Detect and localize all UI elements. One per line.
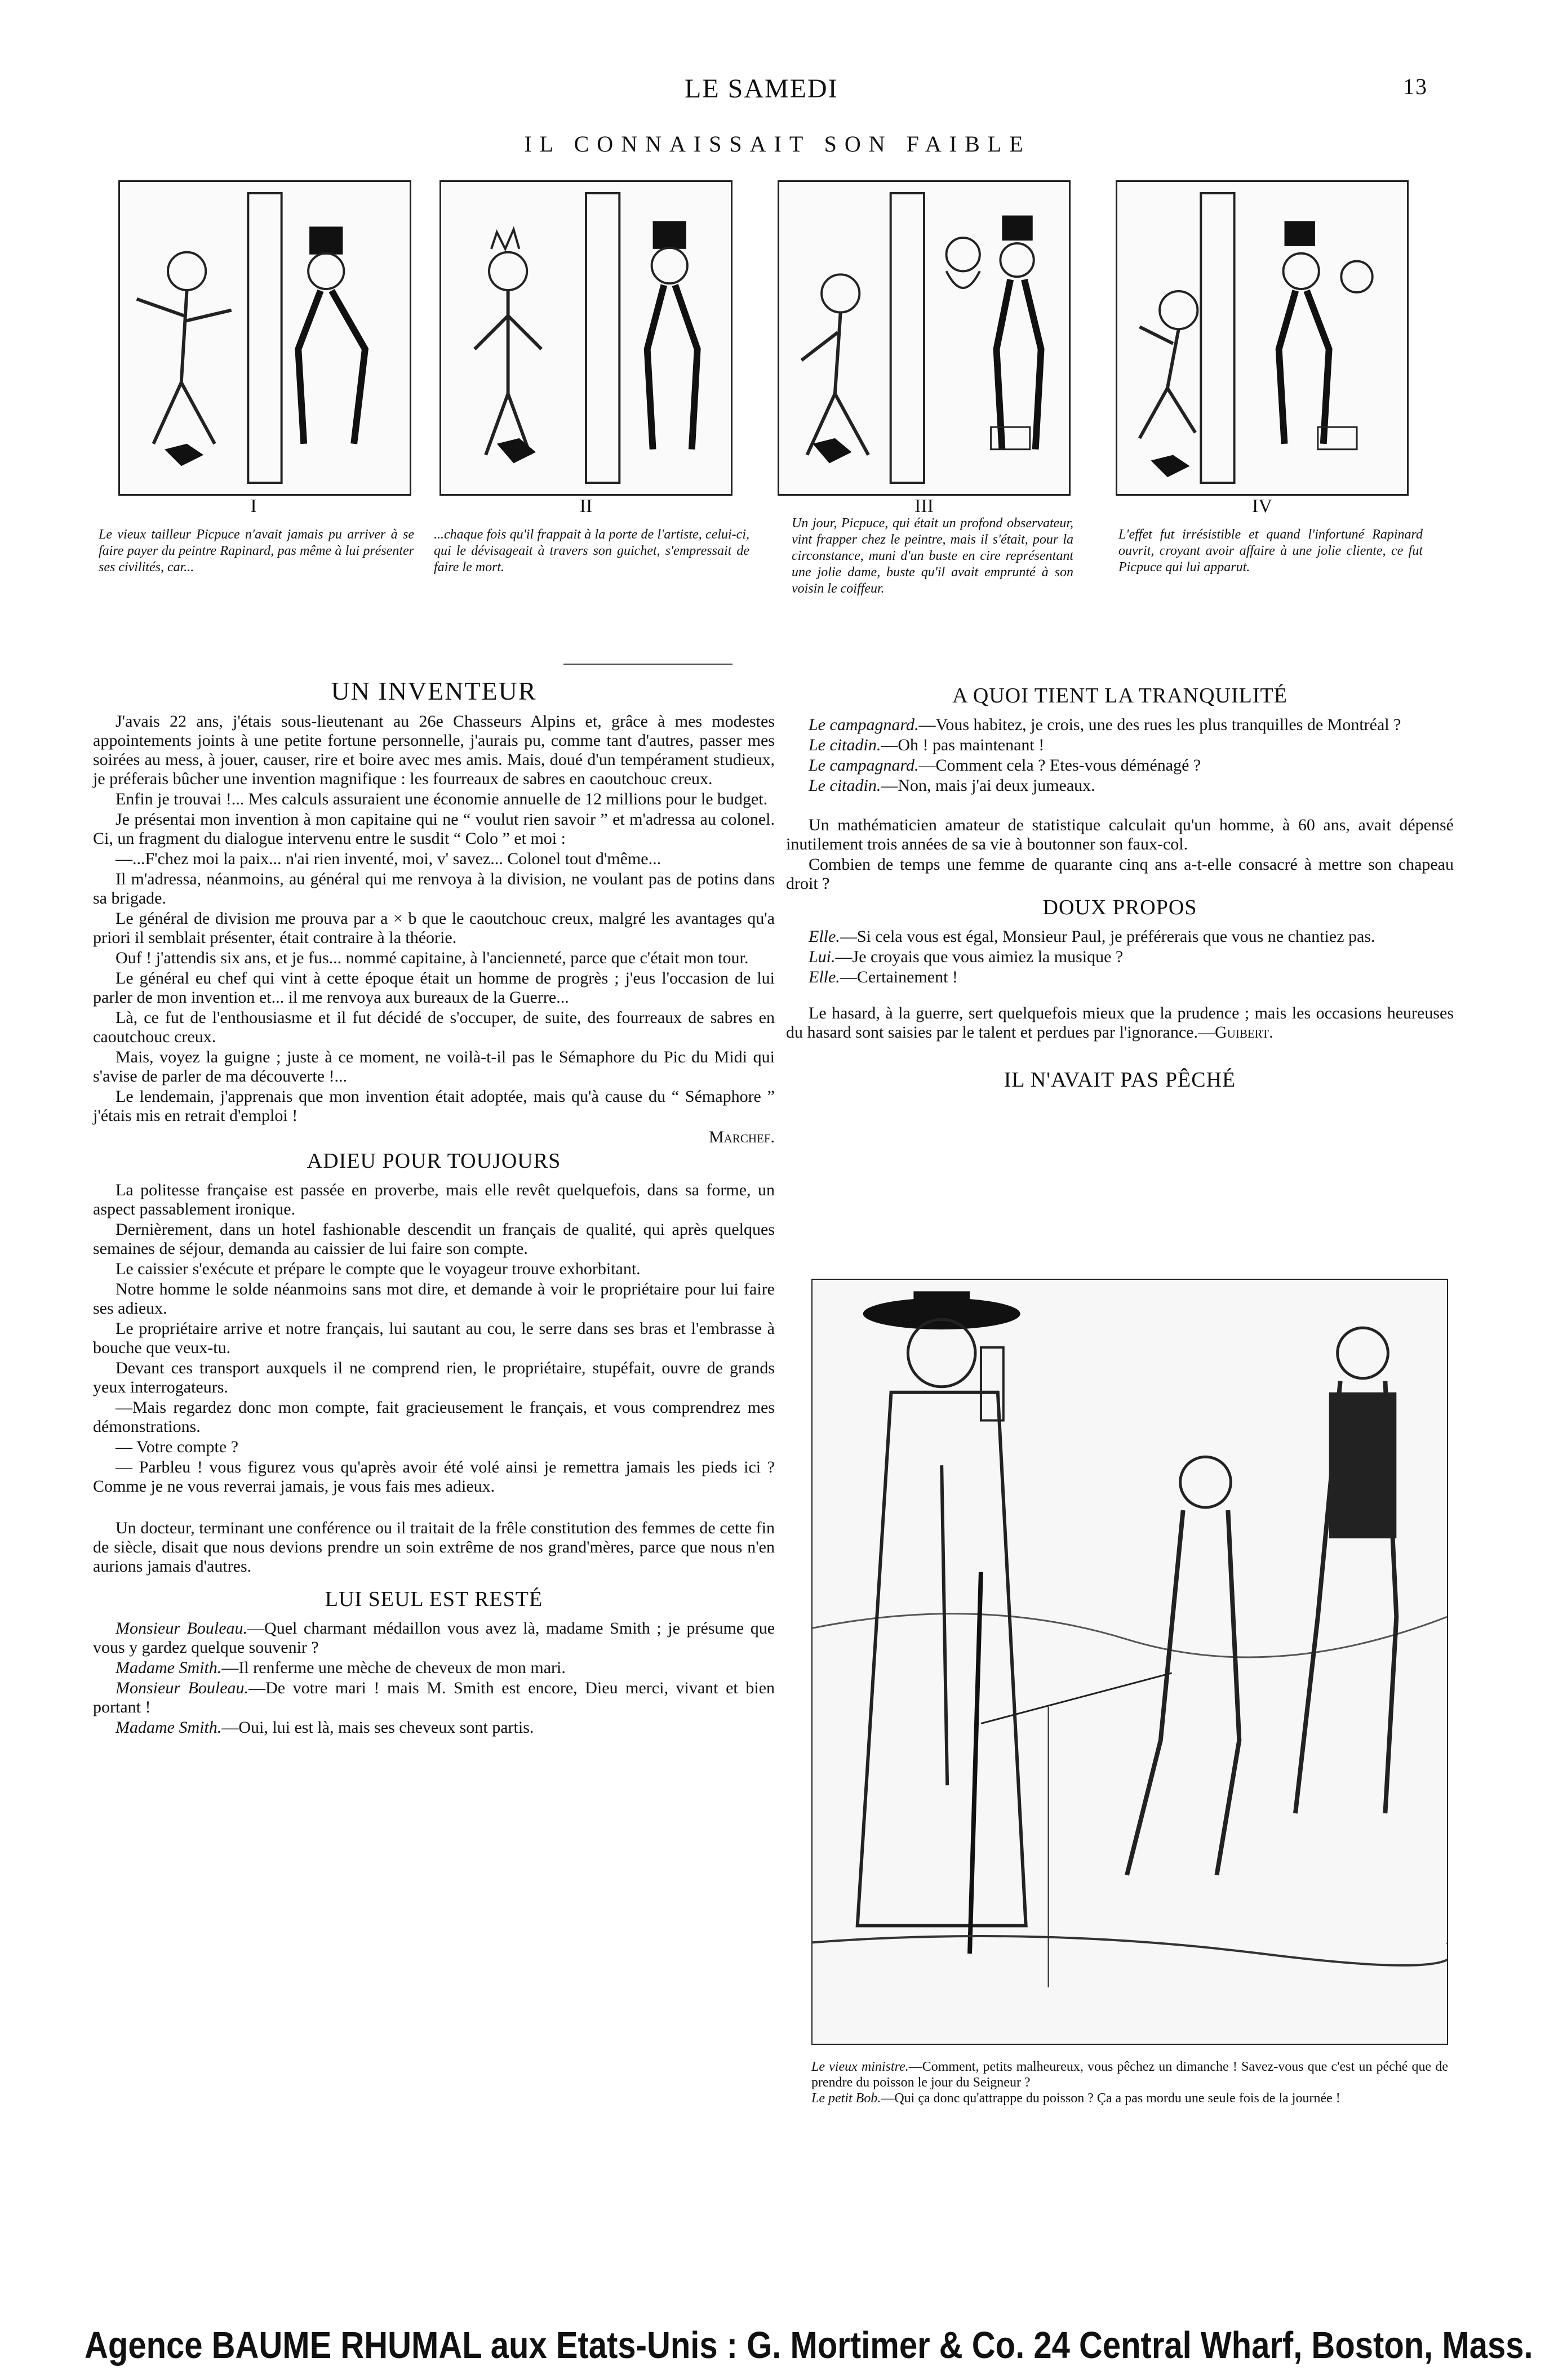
line-text: —Oui, lui est là, mais ses cheveux sont partis. (221, 1718, 534, 1737)
paragraph: Le lendemain, j'apprenais que mon invention était adoptée, mais qu'à cause du “ Sémaphore ” j'étais mis en retrait d'emploi ! (93, 1087, 775, 1125)
fishing-illustration-drawing (813, 1280, 1447, 2044)
line-text: —Comment cela ? Etes-vous déménagé ? (918, 756, 1201, 775)
speaker: Monsieur Bouleau. (116, 1619, 248, 1638)
dialogue-line (786, 776, 1454, 795)
paragraph: Combien de temps une femme de quarante cinq ans a-t-elle consacré à mettre son chapeau droit ? (786, 855, 1454, 893)
paragraph: Il m'adressa, néanmoins, au général qui me renvoya à la division, ne voulant pas de potins dans sa brigade. (93, 870, 775, 907)
article-title-doux-propos: DOUX PROPOS (1042, 896, 1197, 919)
line-text: —Certainement ! (840, 968, 958, 986)
line-text: —Oh ! pas maintenant ! (881, 736, 1045, 754)
newspaper-title: LE SAMEDI (685, 74, 838, 104)
speaker: Madame Smith. (116, 1658, 222, 1677)
line-text: —Il renferme une mèche de cheveux de mon mari. (221, 1658, 566, 1677)
paragraph: Le général eu chef qui vint à cette époque était un homme de progrès ; j'eus l'occasion de lui parler de mon invention et... il me renvoya aux bureaux de la Guerre... (93, 969, 775, 1007)
illustration-caption (811, 2059, 1448, 2106)
comic-panel-3-drawing (779, 182, 1069, 494)
paragraph: Le caissier s'exécute et prépare le compte que le voyageur trouve exhorbitant. (116, 1260, 641, 1278)
speaker: Le campagnard. (809, 756, 919, 775)
panel-number-1: I (250, 496, 257, 517)
comic-panel-1 (118, 180, 411, 496)
panel-caption-4: L'effet fut irrésistible et quand l'infortuné Rapinard ouvrit, croyant avoir affaire à une jolie cliente, ce fut Picpuce qui lui apparut. (1118, 527, 1423, 575)
paragraph: Enfin je trouvai !... Mes calculs assuraient une économie annuelle de 12 millions pour le budget. (116, 790, 768, 808)
paragraph: Ouf ! j'attendis six ans, et je fus... nommé capitaine, à l'ancienneté, parce que c'était mon tour. (116, 949, 749, 967)
paragraph: Devant ces transport auxquels il ne comprend rien, le propriétaire, stupéfait, ouvre de grands yeux interrogateurs. (93, 1359, 775, 1396)
paragraph: Le propriétaire arrive et notre français, lui sautant au cou, le serre dans ses bras et l'embrasse à bouche que veux-tu. (93, 1319, 775, 1357)
caption-speaker-1: Le vieux ministre. (811, 2059, 909, 2074)
dialogue-line (786, 947, 1454, 967)
paragraph: Dernièrement, dans un hotel fashionable descendit un français de qualité, qui après quelques semaines de séjour, demanda au caissier de lui faire son compte. (93, 1220, 775, 1258)
article-title-tranquilite: A QUOI TIENT LA TRANQUILITÉ (952, 684, 1288, 708)
comic-panel-1-drawing (120, 182, 410, 494)
paragraph: Là, ce fut de l'enthousiasme et il fut décidé de s'occuper, de suite, des fourreaux de sabres en caoutchouc creux. (93, 1008, 775, 1046)
page-number: 13 (1403, 74, 1428, 99)
panel-caption-3: Un jour, Picpuce, qui était un profond observateur, vint frapper chez le peintre, mais il s'était, pour la circonstance, muni d'un buste en cire représentant une jolie dame, buste qu'il avait emprunté à son voisin le coiffeur. (792, 516, 1073, 596)
signature-guibert: —Guibert. (1198, 1023, 1273, 1042)
article-title-peche: IL N'AVAIT PAS PÊCHÉ (1004, 1068, 1236, 1092)
paragraph-docteur: Un docteur, terminant une conférence ou il traitait de la frêle constitution des femmes de cette fin de siècle, disait que nous devions prendre un soin extrême de nos grand'mères, parce que nous n'en aurions jamais d'autres. (93, 1519, 775, 1576)
divider (563, 664, 732, 665)
fishing-illustration (811, 1279, 1448, 2045)
paragraph: La politesse française est passée en proverbe, mais elle revêt quelquefois, dans sa forme, un aspect passablement ironique. (93, 1181, 775, 1218)
line-text: —Je croyais que vous aimiez la musique ? (835, 947, 1124, 966)
dialogue-line (786, 715, 1454, 735)
dialogue-line (786, 756, 1454, 775)
speaker: Madame Smith. (116, 1718, 222, 1737)
dialogue-line (786, 736, 1454, 755)
caption-line-2 (811, 2090, 1448, 2106)
panel-number-2: II (579, 496, 593, 517)
speaker: Le citadin. (809, 736, 881, 754)
paragraph: — Parbleu ! vous figurez vous qu'après avoir été volé ainsi je remettra jamais les pieds ici ? Comme je ne vous reverrai jamais, je vous fais mes adieux. (93, 1458, 775, 1496)
caption-speaker-2: Le petit Bob. (811, 2091, 881, 2106)
comic-panel-4 (1116, 180, 1409, 496)
speaker: Lui. (809, 947, 836, 966)
caption-line-1 (811, 2059, 1448, 2090)
dialogue-line (93, 1619, 775, 1657)
paragraph: J'avais 22 ans, j'étais sous-lieutenant au 26e Chasseurs Alpins et, grâce à mes modestes appointements joints à une petite fortune personnelle, j'aurais pu, comme tant d'autres, passer mes soirées au mess, à jouer, causer, rire et boire avec mes amis. Mais, doué d'un tempérament studieux, je préferais bûcher une invention magnifique : les fourreaux de sabres en caoutchouc creux. (93, 712, 775, 788)
panel-number-3: III (914, 496, 934, 517)
speaker: Le campagnard. (809, 715, 919, 734)
caption-text-1: —Comment, petits malheureux, vous pêchez un dimanche ! Savez-vous que c'est un péché que de prendre du poisson le jour du Seigneur ? (811, 2059, 1448, 2090)
panel-number-4: IV (1252, 496, 1272, 517)
paragraph: Le général de division me prouva par a × b que le caoutchouc creux, malgré les avantages qu'a priori il semblait présenter, était contraire à la théorie. (93, 909, 775, 947)
paragraph: Un mathématicien amateur de statistique calculait qu'un homme, à 60 ans, avait dépensé inutilement trois années de sa vie à boutonner son faux-col. (786, 816, 1454, 853)
footer-advertisement: Agence BAUME RHUMAL aux Etats-Unis : G. Mortimer & Co. 24 Central Wharf, Boston, Mass. (85, 2324, 1533, 2366)
speaker: Elle. (809, 968, 840, 986)
comic-panel-2 (439, 180, 732, 496)
paragraph: Notre homme le solde néanmoins sans mot dire, et demande à voir le propriétaire pour lui faire ses adieux. (93, 1280, 775, 1318)
dialogue-line (786, 968, 1454, 987)
paragraph: —...F'chez moi la paix... n'ai rien inventé, moi, v' savez... Colonel tout d'même... (116, 849, 661, 868)
comic-panel-4-drawing (1117, 182, 1407, 494)
line-text: —Non, mais j'ai deux jumeaux. (881, 776, 1095, 795)
dialogue-line (93, 1679, 775, 1717)
panel-caption-2: ...chaque fois qu'il frappait à la porte de l'artiste, celui-ci, qui le dévisageait à travers son guichet, s'empressait de faire le mort. (434, 527, 749, 575)
comic-panel-3 (778, 180, 1071, 496)
speaker: Elle. (809, 927, 840, 946)
line-text: —Vous habitez, je crois, une des rues les plus tranquilles de Montréal ? (918, 715, 1401, 734)
article-title-lui-seul: LUI SEUL EST RESTÉ (325, 1587, 543, 1611)
left-column (93, 677, 775, 1738)
paragraph: Je présentai mon invention à mon capitaine qui ne “ voulut rien savoir ” et m'adressa au colonel. Ci, un fragment du dialogue intervenu entre le susdit “ Colo ” et moi : (93, 810, 775, 848)
hasard-text: Le hasard, à la guerre, sert quelquefois mieux que la prudence ; mais les occasions heureuses du hasard sont saisies par le talent et perdues par l'ignorance. (786, 1004, 1454, 1042)
signature-inventeur: Marchef. (708, 1128, 775, 1146)
paragraph: —Mais regardez donc mon compte, fait gracieusement le français, et vous comprendrez mes démonstrations. (93, 1398, 775, 1436)
dialogue-line (93, 1718, 775, 1737)
dialogue-line (93, 1658, 775, 1678)
comic-title: IL CONNAISSAIT SON FAIBLE (524, 131, 1031, 157)
line-text: —Si cela vous est égal, Monsieur Paul, je préférerais que vous ne chantiez pas. (840, 927, 1375, 946)
article-title-inventeur: UN INVENTEUR (331, 677, 537, 705)
paragraph: Mais, voyez la guigne ; juste à ce moment, ne voilà-t-il pas le Sémaphore du Pic du Midi qui s'avise de parler de ma découverte !... (93, 1048, 775, 1086)
right-column (786, 682, 1454, 1100)
speaker: Monsieur Bouleau. (116, 1679, 249, 1697)
line-text: —De votre mari ! mais M. Smith est encore, Dieu merci, vivant et bien portant ! (93, 1679, 775, 1716)
caption-text-2: —Qui ça donc qu'attrappe du poisson ? Ça a pas mordu une seule fois de la journée ! (881, 2091, 1340, 2106)
speaker: Le citadin. (809, 776, 881, 795)
article-title-adieu: ADIEU POUR TOUJOURS (307, 1149, 561, 1173)
comic-panel-2-drawing (441, 182, 731, 494)
line-text: —Quel charmant médaillon vous avez là, madame Smith ; je présume que vous y gardez quelque souvenir ? (93, 1619, 775, 1657)
paragraph-hasard (786, 1004, 1454, 1042)
paragraph: — Votre compte ? (116, 1438, 239, 1456)
dialogue-line (786, 927, 1454, 946)
panel-caption-1: Le vieux tailleur Picpuce n'avait jamais pu arriver à se faire payer du peintre Rapinard, pas même à lui présenter ses civilités, car... (99, 527, 414, 575)
